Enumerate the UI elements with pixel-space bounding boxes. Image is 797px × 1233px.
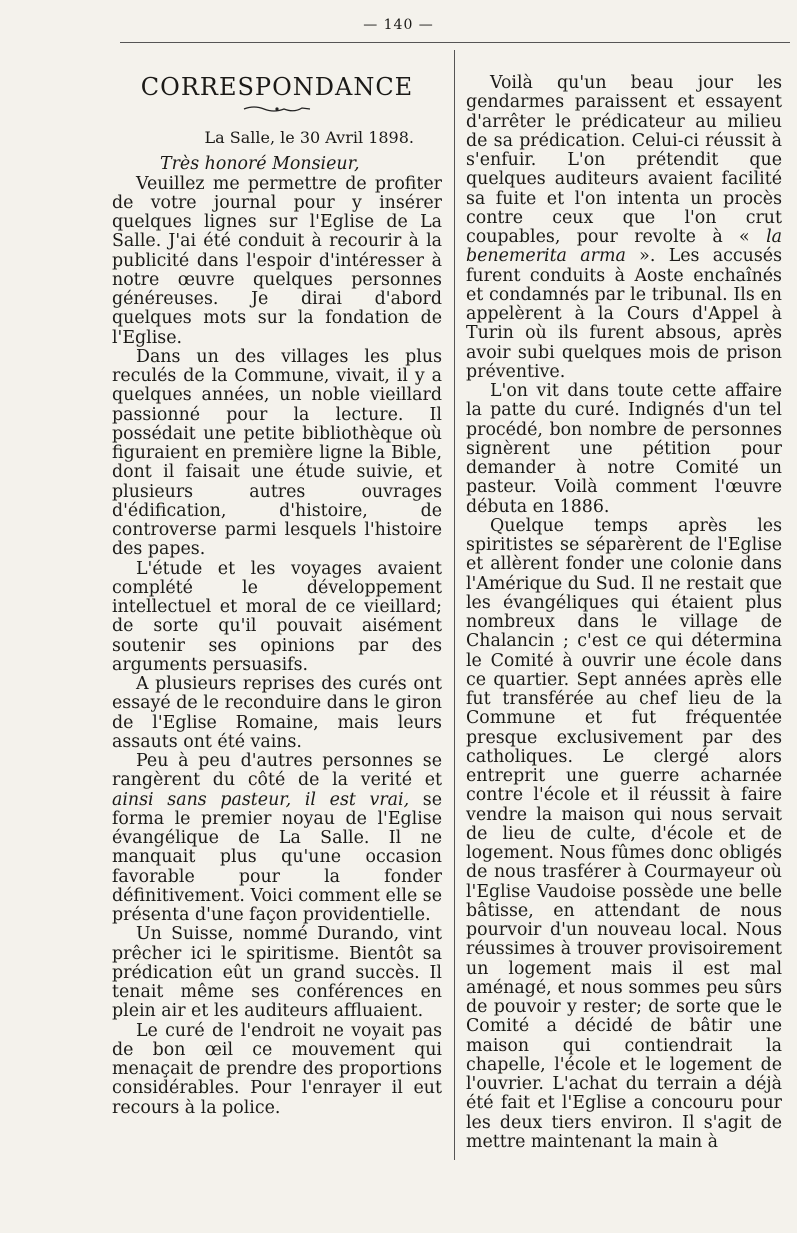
paragraph: L'étude et les voyages avaient complété le développement intellectuel et moral de ce vieillard; de sorte qu'il pouvait aisément soutenir ses opinions par des arguments persuasifs.: [112, 558, 442, 675]
text-run: ». Les accusés furent conduits à Aoste enchaînés et condamnés par le tribunal. Ils en appelèrent à la Cours d'Appel à Turin où ils furent absous, après avoir subi quelques mois de prison préventive.: [466, 246, 782, 382]
text-run: Peu à peu d'autres personnes se rangèrent du côté de la verité et: [112, 751, 442, 791]
italic-phrase: la benemerita arma: [466, 227, 782, 267]
article-heading: CORRESPONDANCE: [140, 73, 414, 101]
paragraph: L'on vit dans toute cette affaire la patte du curé. Indignés d'un tel procédé, bon nombre de personnes signèrent une pétition pour demander à notre Comité un pasteur. Voilà comment l'œuvre débuta en 1886.: [466, 381, 782, 517]
dateline: La Salle, le 30 Avril 1898.: [204, 128, 414, 147]
paragraph: [466, 74, 782, 382]
paragraph: Dans un des villages les plus reculés de la Commune, vivait, il y a quelques années, un noble vieillard passionné pour la lecture. Il possédait une petite bibliothèque où figuraient en première ligne la Bible, dont il faisait une étude suivie, et plusieurs autres ouvrages d'édification, d'histoire, de controverse parmi lesquels l'histoire des papes.: [112, 346, 442, 560]
paragraph: Un Suisse, nommé Durando, vint prêcher ici le spiritisme. Bientôt sa prédication eût un grand succès. Il tenait même ses conférences en plein air et les auditeurs affluaient.: [112, 924, 442, 1022]
column-divider: [454, 50, 455, 1160]
right-column: [466, 74, 782, 1152]
paragraph: Le curé de l'endroit ne voyait pas de bon œil ce mouvement qui menaçait de prendre des proportions considérables. Pour l'enrayer il eut recours à la police.: [112, 1020, 442, 1118]
ornament-flourish: [242, 104, 312, 114]
text-run: Voilà qu'un beau jour les gendarmes paraissent et essayent d'arrêter le prédicateur au milieu de sa prédication. Celui-ci réussit à s'enfuir. L'on prétendit que quelques auditeurs avaient facilité sa fuite et l'on intenta un procès contre ceux que l'on crut coupables, pour revolte à «: [466, 73, 782, 247]
paragraph: Quelque temps après les spiritistes se séparèrent de l'Eglise et allèrent fonder une colonie dans l'Amérique du Sud. Il ne restait que les évangéliques qui étaient plus nombreux dans le village de Chalancin ; c'est ce qui détermina le Comité à ouvrir une école dans ce quartier. Sept années après elle fut transférée au chef lieu de la Commune et fut fréquentée presque exclusivement par des catholiques. Le clergé alors entreprit une guerre acharnée contre l'école et il réussit à faire vendre la maison qui nous servait de lieu de culte, d'école et de logement. Nous fûmes donc obligés de nous trasférer à Courmayeur où l'Eglise Vaudoise possède une belle bâtisse, en attendant de nous pourvoir d'un nouveau local. Nous réussimes à trouver provisoirement un logement mais il est mal aménagé, et nous sommes peu sûrs de pouvoir y rester; de sorte que le Comité a décidé de bâtir une maison qui contiendrait la chapelle, l'école et le logement de l'ouvrier. L'achat du terrain a déjà été fait et l'Eglise a concouru pour les deux tiers environ. Il s'agit de mettre maintenant la main à: [466, 515, 782, 1152]
paragraph: A plusieurs reprises des curés ont essayé de le reconduire dans le giron de l'Eglise Romaine, mais leurs assauts ont été vains.: [112, 674, 442, 752]
page-number: — 140 —: [363, 17, 434, 33]
text-run: se forma le premier noyau de l'Eglise évangélique de La Salle. Il ne manquait plus qu'une occasion favorable pour la fonder définitivement. Voici comment elle se présenta d'une façon providentielle.: [112, 789, 443, 925]
italic-phrase: ainsi sans pasteur, il est vrai,: [112, 789, 410, 810]
salutation: Très honoré Monsieur,: [160, 154, 360, 175]
paragraph: Veuillez me permettre de profiter de votre journal pour y insérer quelques lignes sur l'Eglise de La Salle. J'ai été conduit à recourir à la publicité dans l'espoir d'intéresser à notre œuvre quelques personnes généreuses. Je dirai d'abord quelques mots sur la fondation de l'Eglise.: [112, 173, 442, 348]
left-column: [112, 70, 442, 1118]
header-rule: [120, 42, 790, 43]
paragraph: [112, 752, 442, 925]
